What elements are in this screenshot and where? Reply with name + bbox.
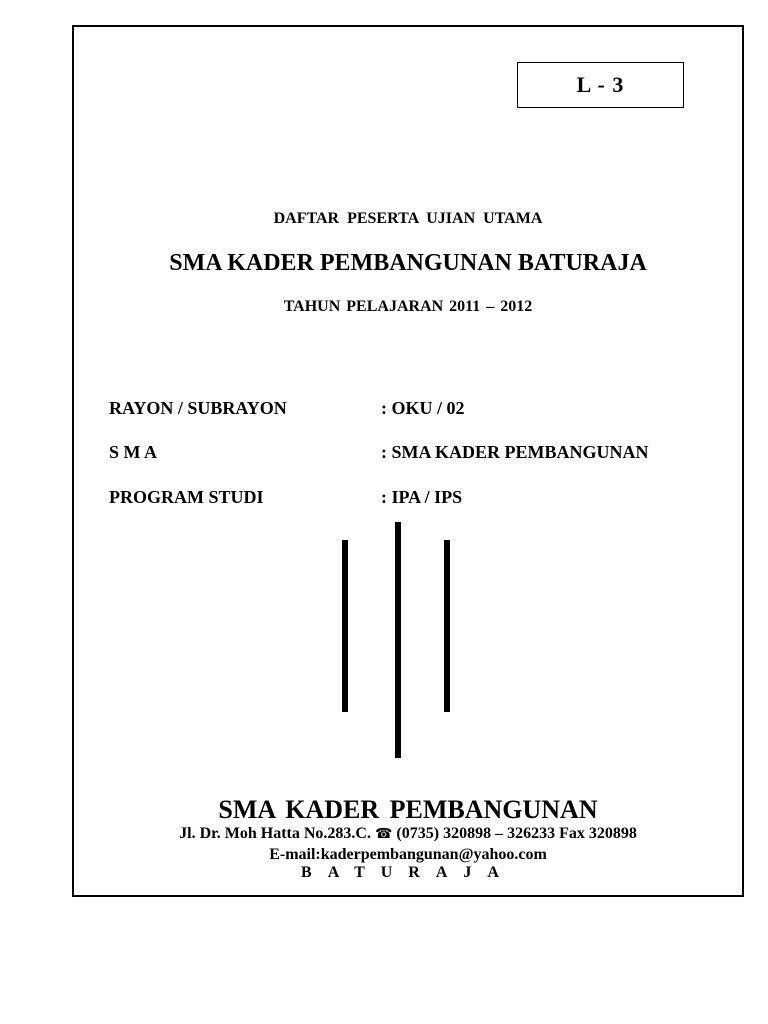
document-heading: DAFTAR PESERTA UJIAN UTAMA [273,210,543,227]
decorative-bar-left [342,540,348,712]
field-label-rayon: RAYON / SUBRAYON [109,398,287,418]
footer-city: BATURAJA [301,864,515,881]
footer-address-street: Jl. Dr. Moh Hatta No.283.C. [179,825,371,842]
field-label-sma: S M A [109,442,158,462]
footer-phone-fax: (0735) 320898 – 326233 Fax 320898 [396,825,637,842]
document-code-box [517,62,684,108]
field-value-sma: : SMA KADER PEMBANGUNAN [381,442,649,462]
school-title: SMA KADER PEMBANGUNAN BATURAJA [169,250,647,276]
telephone-icon: ☎ [374,826,393,842]
decorative-bar-right [444,540,450,712]
footer-email: E-mail:kaderpembangunan@yahoo.com [269,846,547,863]
field-value-program: : IPA / IPS [381,487,463,507]
footer-school-name: SMA KADER PEMBANGUNAN [218,795,598,824]
academic-year: TAHUN PELAJARAN 2011 – 2012 [283,298,533,315]
footer-address [72,825,744,843]
field-value-rayon: : OKU / 02 [381,398,465,418]
field-label-program: PROGRAM STUDI [109,487,264,507]
decorative-bar-center [395,522,401,758]
document-code: L - 3 [576,72,625,97]
